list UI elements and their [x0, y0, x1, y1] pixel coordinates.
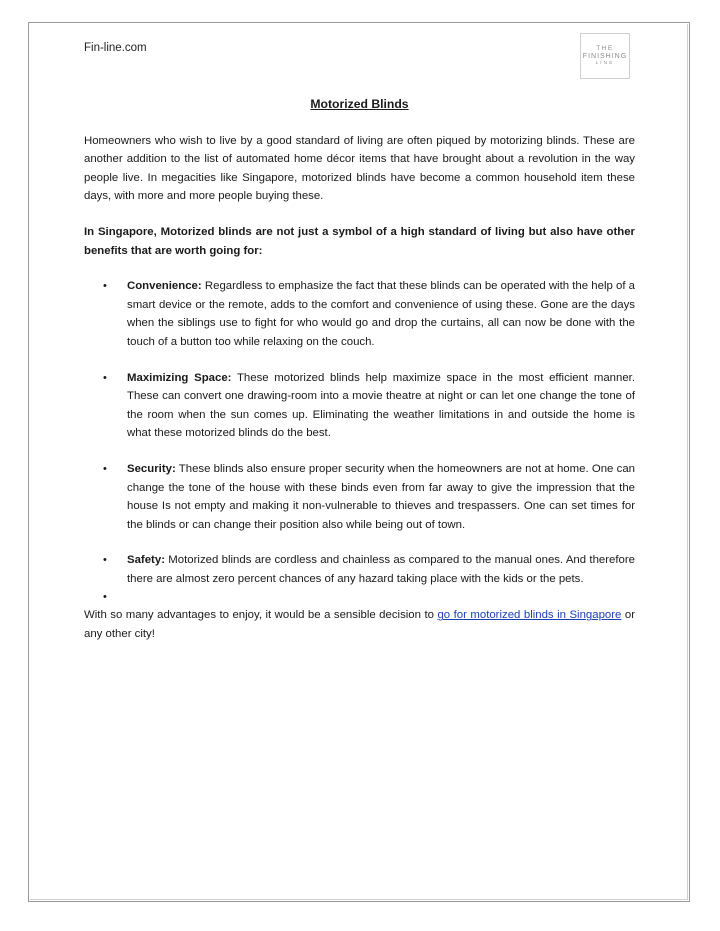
bullet-icon: •	[103, 280, 107, 293]
logo-line-1: THE	[596, 45, 614, 53]
list-item-convenience	[84, 277, 635, 351]
brand-logo	[580, 33, 630, 79]
bullet-icon: •	[103, 371, 107, 384]
list-item-maximizing-space	[84, 369, 635, 443]
benefits-list	[84, 277, 635, 606]
list-item-safety	[84, 551, 635, 588]
logo-line-2: FINISHING	[582, 52, 628, 60]
closing-text-after: or any other city!	[84, 609, 636, 641]
closing-text-before: With so many advantages to enjoy, it would be a sensible decision to	[84, 609, 438, 622]
benefit-text: Regardless to emphasize the fact that these blinds can be operated with the help of a smart device or the remote, adds to the comfort and convenience of using these. Gone are the days when the siblings use to fight for who would go and drop the curtains, all can now be done with the touch of a button too while relaxing on the couch.	[127, 280, 635, 348]
list-item-security	[84, 460, 635, 534]
bullet-icon: •	[103, 591, 107, 604]
list-item-empty	[84, 588, 635, 606]
benefit-term: Security:	[127, 462, 176, 475]
benefit-term: Convenience:	[127, 280, 202, 293]
site-name: Fin-line.com	[84, 42, 147, 54]
intro-paragraph: Homeowners who wish to live by a good standard of living are often piqued by motorizing blinds. These are another addition to the list of automated home décor items that have brought about a revolution in the way people live. In megacities like Singapore, motorized blinds have become a common household item these days, with more and more people buying these.	[84, 134, 635, 203]
benefit-text: These motorized blinds help maximize space in the most efficient manner. These can convert one drawing-room into a movie theatre at night or can let one change the tone of the room when the sun comes up. Eliminating the weather limitations in and outside the home is what these motorized blinds do the best.	[127, 371, 635, 440]
logo-line-3: LINE	[595, 60, 615, 66]
bullet-icon: •	[103, 462, 107, 475]
lead-paragraph: In Singapore, Motorized blinds are not just a symbol of a high standard of living but also have other benefits that are worth going for:	[84, 225, 635, 257]
benefit-term: Safety:	[127, 554, 165, 567]
motorized-blinds-link[interactable]: go for motorized blinds in Singapore	[437, 609, 622, 622]
benefit-term: Maximizing Space:	[127, 371, 232, 384]
document-body	[84, 95, 635, 644]
closing-paragraph	[84, 606, 635, 643]
benefit-text: Motorized blinds are cordless and chainless as compared to the manual ones. And therefore there are almost zero percent chances of any hazard taking place with the kids or the pets.	[127, 554, 635, 585]
document-title: Motorized Blinds	[310, 97, 409, 111]
benefit-text: These blinds also ensure proper security when the homeowners are not at home. One can change the tone of the house with these binds even from far away to give the impression that the house Is not empty and making it non-vulnerable to thieves and trespassers. One can set times for the blinds or can change their position also while being out of town.	[127, 462, 635, 531]
bullet-icon: •	[103, 554, 107, 567]
